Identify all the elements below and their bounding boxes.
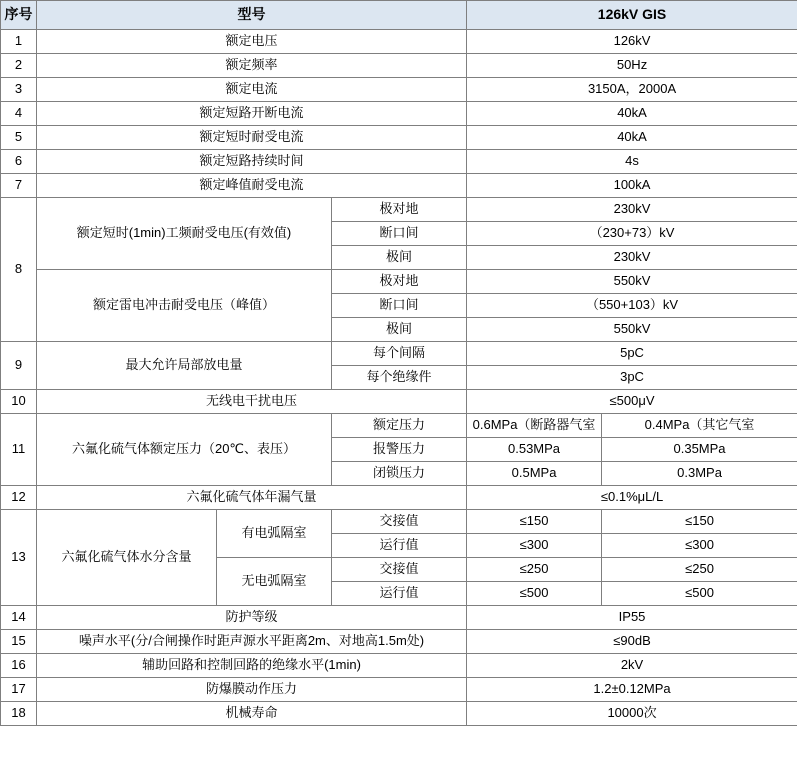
table-row: [1, 342, 797, 366]
row-item: 六氟化硫气体年漏气量: [37, 486, 467, 510]
row-item: 额定短时耐受电流: [37, 126, 467, 150]
row-value: 3150A，2000A: [467, 78, 797, 102]
row-value: 100kA: [467, 174, 797, 198]
row-item: 额定电流: [37, 78, 467, 102]
row-item: 防护等级: [37, 606, 467, 630]
row-subitem: 极间: [332, 246, 467, 270]
row-value: 4s: [467, 150, 797, 174]
table-row: [1, 102, 797, 126]
row-value: 50Hz: [467, 54, 797, 78]
row-item: 机械寿命: [37, 702, 467, 726]
table-row: [1, 198, 797, 222]
row-value: ≤90dB: [467, 630, 797, 654]
row-item: 最大允许局部放电量: [37, 342, 332, 390]
row-subitem: 极间: [332, 318, 467, 342]
row-value-right: ≤500: [602, 582, 797, 606]
table-row: [1, 654, 797, 678]
row-item: 额定峰值耐受电流: [37, 174, 467, 198]
row-value: 3pC: [467, 366, 797, 390]
row-subitem: 交接值: [332, 558, 467, 582]
table-row: [1, 414, 797, 438]
table-row: [1, 702, 797, 726]
table-row: [1, 390, 797, 414]
table-row: [1, 270, 797, 294]
row-item: 额定短路开断电流: [37, 102, 467, 126]
row-no: 4: [1, 102, 37, 126]
row-value-left: ≤150: [467, 510, 602, 534]
row-value: 40kA: [467, 126, 797, 150]
row-value: 126kV: [467, 30, 797, 54]
row-value-left: 0.5MPa: [467, 462, 602, 486]
row-subitem: 额定压力: [332, 414, 467, 438]
row-no: 7: [1, 174, 37, 198]
row-no: 18: [1, 702, 37, 726]
header-value: 126kV GIS: [467, 1, 797, 30]
row-value-left: ≤300: [467, 534, 602, 558]
row-subitem: 每个间隔: [332, 342, 467, 366]
row-no: 9: [1, 342, 37, 390]
row-item: 额定频率: [37, 54, 467, 78]
row-value-right: ≤150: [602, 510, 797, 534]
row-subitem: 极对地: [332, 198, 467, 222]
row-item: 防爆膜动作压力: [37, 678, 467, 702]
row-item: 辅助回路和控制回路的绝缘水平(1min): [37, 654, 467, 678]
table-row: [1, 174, 797, 198]
table-row: [1, 510, 797, 534]
row-value: 230kV: [467, 246, 797, 270]
row-subitem: 极对地: [332, 270, 467, 294]
row-item: 噪声水平(分/合闸操作时距声源水平距离2m、对地高1.5m处): [37, 630, 467, 654]
row-value: 40kA: [467, 102, 797, 126]
row-subitem: 断口间: [332, 294, 467, 318]
row-subitem: 断口间: [332, 222, 467, 246]
row-no: 11: [1, 414, 37, 486]
table-row: [1, 126, 797, 150]
row-item: 额定电压: [37, 30, 467, 54]
row-value: ≤0.1%μL/L: [467, 486, 797, 510]
row-no: 14: [1, 606, 37, 630]
row-no: 6: [1, 150, 37, 174]
row-no: 5: [1, 126, 37, 150]
header-no: 序号: [1, 1, 37, 30]
row-value: 230kV: [467, 198, 797, 222]
row-no: 10: [1, 390, 37, 414]
row-no: 2: [1, 54, 37, 78]
row-no: 16: [1, 654, 37, 678]
row-value-right: ≤300: [602, 534, 797, 558]
row-value: 2kV: [467, 654, 797, 678]
row-subitem: 报警压力: [332, 438, 467, 462]
row-value-left: ≤500: [467, 582, 602, 606]
row-item-group: 额定短时(1min)工频耐受电压(有效值): [37, 198, 332, 270]
row-value: 550kV: [467, 270, 797, 294]
row-subitem: 交接值: [332, 510, 467, 534]
row-no: 15: [1, 630, 37, 654]
table-row: [1, 30, 797, 54]
row-item: 额定短路持续时间: [37, 150, 467, 174]
table-header-row: [1, 1, 797, 30]
row-value: （550+103）kV: [467, 294, 797, 318]
row-subitem: 运行值: [332, 534, 467, 558]
row-item-group: 有电弧隔室: [217, 510, 332, 558]
row-no: 13: [1, 510, 37, 606]
table-row: [1, 54, 797, 78]
table-row: [1, 606, 797, 630]
row-value: 5pC: [467, 342, 797, 366]
table-row: [1, 150, 797, 174]
table-row: [1, 630, 797, 654]
row-value: 10000次: [467, 702, 797, 726]
row-item: 六氟化硫气体水分含量: [37, 510, 217, 606]
header-item: 型号: [37, 1, 467, 30]
row-value: IP55: [467, 606, 797, 630]
row-item-group: 额定雷电冲击耐受电压（峰值）: [37, 270, 332, 342]
row-value: 550kV: [467, 318, 797, 342]
row-value-right: 0.35MPa: [602, 438, 797, 462]
row-item-group: 无电弧隔室: [217, 558, 332, 606]
row-item: 无线电干扰电压: [37, 390, 467, 414]
row-subitem: 运行值: [332, 582, 467, 606]
row-value-right: ≤250: [602, 558, 797, 582]
row-subitem: 每个绝缘件: [332, 366, 467, 390]
row-value: （230+73）kV: [467, 222, 797, 246]
row-value: 1.2±0.12MPa: [467, 678, 797, 702]
table-row: [1, 486, 797, 510]
table-row: [1, 78, 797, 102]
row-subitem: 闭锁压力: [332, 462, 467, 486]
row-value: ≤500μV: [467, 390, 797, 414]
row-no: 17: [1, 678, 37, 702]
row-item: 六氟化硫气体额定压力（20℃、表压）: [37, 414, 332, 486]
row-no: 1: [1, 30, 37, 54]
row-value-right: 0.3MPa: [602, 462, 797, 486]
row-no: 8: [1, 198, 37, 342]
row-value-left: 0.53MPa: [467, 438, 602, 462]
row-no: 12: [1, 486, 37, 510]
row-value-left: ≤250: [467, 558, 602, 582]
row-value-left: 0.6MPa（断路器气室: [467, 414, 602, 438]
table-row: [1, 678, 797, 702]
row-value-right: 0.4MPa（其它气室: [602, 414, 797, 438]
row-no: 3: [1, 78, 37, 102]
